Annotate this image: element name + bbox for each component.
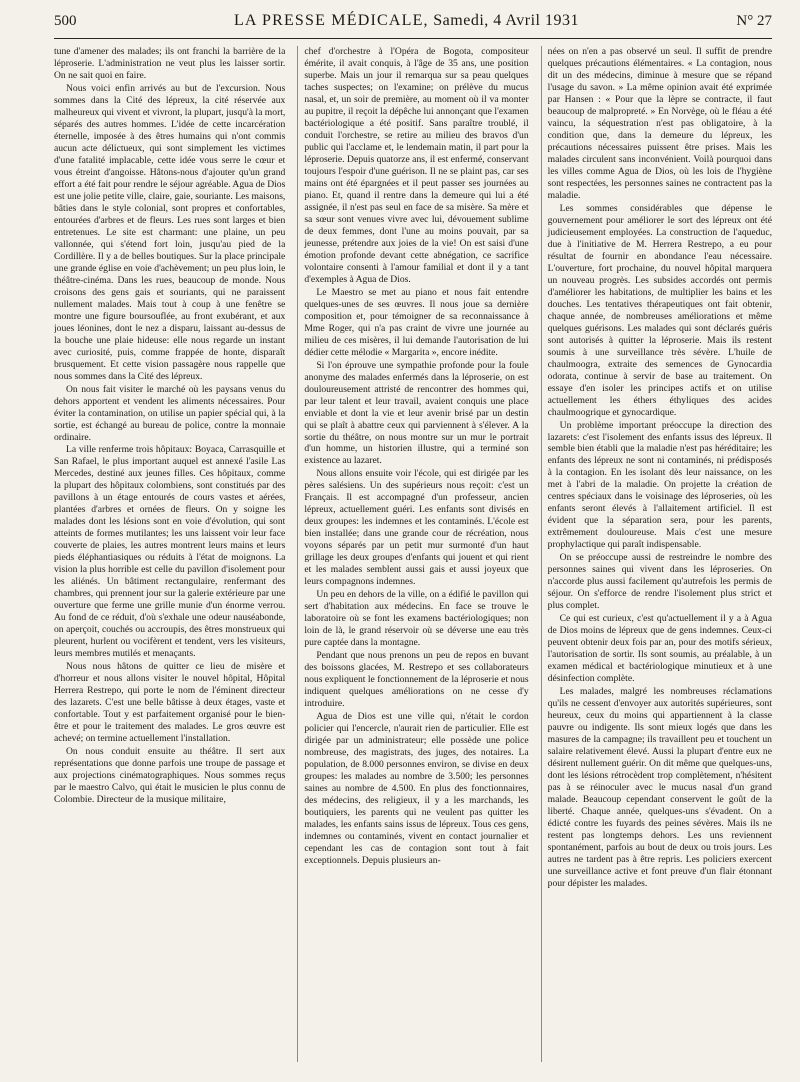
running-header	[54, 12, 772, 39]
column-1	[54, 46, 285, 1062]
paragraph: Si l'on éprouve une sympathie profonde pour la foule anonyme des malades enfermés dans la léproserie, on est douloureusement attristé de rencontrer des hommes qui, par leur talent et leur travail, avaient conquis une place enviable et dont la vie et leur avenir brisé par un destin qui se plaît à abattre ceux qui parviennent à s'élever. A la sortie du théâtre, on nous montre sur un mur le portrait d'un homme, un historien illustre, qui a terminé son existence au lazaret.	[304, 359, 529, 467]
paragraph: La ville renferme trois hôpitaux: Boyaca, Carrasquille et San Rafael, le plus important auquel est annexé l'asile Las Mercedes, destiné aux jeunes filles. Ces hôpitaux, comme la plupart des hôpitaux colombiens, sont constitués par des pavillons à un étage entourés de cours vastes et aérées, plantées d'arbres et ornées de fleurs. On y soigne les malades dont les lésions sont en voie d'évolution, qui sont atteints de formes mutilantes; les uns laissent voir leur face couverte de plaies, les autres montrent leurs mains et leurs pieds éléphantiasiques ou réduits à l'état de moignons. La vision la plus horrible est celle du pavillon d'isolement pour les aliénés. Un bâtiment rectangulaire, renfermant des chambres, qui prennent jour sur la galerie extérieure par une ouverture que ferme une grille munie d'un énorme verrou. Au fond de ce réduit, d'où s'exhale une odeur nauséabonde, on aperçoit, couchés ou accroupis, des êtres monstrueux qui pleurent, hurlent ou vocifèrent et tendent, vers les visiteurs, leurs membres mutilés et menaçants.	[54, 444, 286, 660]
paragraph: Nous allons ensuite voir l'école, qui est dirigée par les pères salésiens. Un des supérieurs nous reçoit: c'est un Français. Il est accompagné d'un professeur, ancien lépreux, actuellement guéri. Les enfants sont divisés en deux groupes: les indemnes et les contaminés. L'école est bien installée; dans une grande cour de récréation, nous voyons séparés par un petit mur surmonté d'un haut grillage les deux groupes d'enfants qui jouent et qui rient et les malades semblent aussi gais et aussi joyeux que leurs compagnons indemnes.	[304, 468, 529, 588]
paragraph: Nous voici enfin arrivés au but de l'excursion. Nous sommes dans la Cité des lépreux, la cité réservée aux malheureux qui vivent et vivront, la plupart, jusqu'à la mort, séparés des autres hommes. L'idée de cette incarcération éternelle, imposée à des êtres humains qui n'ont commis aucun acte délictueux, qui sont simplement les victimes d'une fatalité implacable, cette idée vous serre le cœur et vous étreint d'angoisse. Hâtons-nous d'ajouter qu'un grand effort a été fait pour rendre le séjour agréable. Agua de Dios est une jolie petite ville, claire, gaie, souriante. Les maisons, bâties dans le style colonial, sont propres et confortables, entourées d'arbres et de fleurs. Les rues sont larges et bien entretenues. Le site est charmant: une plaine, un peu vallonnée, qui s'étend fort loin, jusqu'au pied de la Cordillère. Il y a de belles boutiques. Sur la place principale une grande église en voie d'achèvement; un peu plus loin, le théâtre-cinéma. Dans les rues, beaucoup de monde. Nous croisons des gens gais et souriants, qui ne paraissent nullement malades. Mais tout à coup à une fenêtre se montre une figure boursouflée, au front exubérant, et aux joues léonines, dont le nez a disparu, laissant au-dessus de la bouche une plaie hideuse: elle nous regarde un instant avec curiosité, puis, comme frappée de honte, disparaît brusquement. Et cette vision passagère nous rappelle que nous sommes dans la Cité des lépreux.	[54, 82, 286, 382]
column-2	[297, 46, 528, 1062]
article-columns	[54, 46, 772, 1062]
paragraph: On nous fait visiter le marché où les paysans venus du dehors apportent et vendent les aliments nécessaires. Pour éviter la contamination, on utilise un papier spécial qui, à la sortie, est échangé au bureau de police, contre la monnaie ordinaire.	[54, 383, 286, 443]
issue-date: Samedi, 4 Avril 1931	[433, 12, 579, 29]
issue-number: N° 27	[736, 13, 772, 29]
paragraph: On nous conduit ensuite au théâtre. Il sert aux représentations que donne parfois une troupe de passage et aux projections cinématographiques. Nous sommes reçus par le maestro Calvo, qui était le musicien le plus connu de Colombie. Directeur de la musique militaire,	[54, 746, 286, 806]
column-3	[541, 46, 772, 1062]
paragraph: Pendant que nous prenons un peu de repos en buvant des boissons glacées, M. Restrepo et ses collaborateurs nous expliquent le fonctionnement de la léproserie et nous indiquent quelques améliorations on ne cesse d'y introduire.	[304, 650, 529, 710]
paragraph: Les sommes considérables que dépense le gouvernement pour améliorer le sort des lépreux ont été judicieusement employées. La construction de l'aqueduc, due à l'initiative de M. Herrera Restrepo, a eu pour résultat de fournir en abondance l'eau nécessaire. L'ouverture, fort prochaine, du nouvel hôpital marquera un nouveau progrès. Les subsides accordés ont permis d'améliorer les habitations, de multiplier les bains et les douches. Les tentatives thérapeutiques ont fait obtenir, chaque année, de nombreuses améliorations et même quelques guérisons. Les malades qui sont déclarés guéris sont autorisés à quitter la léproserie. Mais ils restent soumis à une surveillance très sévère. L'huile de chaulmoogra, extraite des semences de Gynocardia odorata, continue à servir de base au traitement. On essaye d'en isoler les principes actifs et on utilise actuellement les éthers éthyliques des acides chaulmoogrique et gynocardique.	[547, 202, 772, 418]
publication-name: LA PRESSE MÉDICALE,	[233, 12, 429, 29]
paragraph: Un problème important préoccupe la direction des lazarets: c'est l'isolement des enfants issus des lépreux. Il semble bien établi que la maladie n'est pas héréditaire; les enfants des lépreux ne sont ni contaminés, ni prédisposés à la contagion. En les isolant dès leur naissance, on les met à l'abri de la maladie. On projette la création de centres spéciaux dans le voisinage des léproseries, où les enfants seront élevés à l'allaitement artificiel. Il est évident que la séparation sera, pour les parents, extrêmement douloureuse. Mais c'est une mesure prophylactique qui paraît indispensable.	[547, 419, 772, 551]
paragraph: nées on n'en a pas observé un seul. Il suffit de prendre quelques précautions élémentaires. « La contagion, nous dit un des médecins, diminue à mesure que se répand l'usage du savon. » La même opinion avait été exprimée par Hansen : « Pour que la lèpre se contracte, il faut beaucoup de malpropreté. » En Norvège, où le fléau a été vaincu, la séquestration n'est pas obligatoire, à la condition que, dans la demeure du lépreux, les précautions nécessaires puissent être prises. Mais les malades circulent sans inconvénient. Voilà pourquoi dans les villes comme Agua de Dios, où les lois de l'hygiène sont respectées, les personnes saines ne contractent pas la maladie.	[547, 46, 772, 201]
paragraph: Le Maestro se met au piano et nous fait entendre quelques-unes de ses œuvres. Il nous joue sa dernière composition et, pour témoigner de sa reconnaissance à Mme Roger, qui n'a pas craint de vivre une journée au milieu de ces misères, il lui demande l'autorisation de lui dédier cette mélodie « Margarita », encore inédite.	[304, 286, 529, 358]
paragraph: chef d'orchestre à l'Opéra de Bogota, compositeur émérite, il avait conquis, à l'âge de 35 ans, une position superbe. Mais un jour il remarqua sur sa peau quelques taches suspectes; on l'examine; on prélève du mucus nasal, et, un soir de première, au moment où il va monter au pupitre, il reçoit la dépêche lui annonçant que l'examen bactériologique a été positif. Sans paraître troublé, il conduit l'orchestre, se retire au milieu des bravos d'un public qui l'acclame et, le lendemain matin, il part pour la léproserie. Depuis quatorze ans, il est enfermé, conservant toujours l'espoir d'une guérison. Il ne se plaint pas, car ses mains ont été épargnées et il peut passer ses journées au piano. Et, quand il rentre dans la demeure qui lui a été assignée, il n'est pas seul en face de sa misère. Sa mère et sa sœur sont venues vivre avec lui, dévouement sublime de deux femmes, dont l'une au moins pouvait, par sa jeunesse, prétendre aux joies de la vie! On est saisi d'une émotion profonde devant cette abnégation, ce sacrifice volontaire consenti à l'amour familial et dont il y a tant d'exemples à Agua de Dios.	[304, 46, 529, 285]
running-title	[234, 12, 579, 30]
paragraph: Agua de Dios est une ville qui, n'était le cordon policier qui l'encercle, n'aurait rien de particulier. Elle est dirigée par un administrateur; elle possède une police nombreuse, des magistrats, des juges, des notaires. La population, de 8.000 personnes environ, se divise en deux groupes: les malades au nombre de 3.500; les personnes saines au nombre de 4.500. En plus des fonctionnaires, des médecins, des religieux, il y a les marchands, les boutiquiers, les parents qui ne veulent pas quitter les malades, les enfants sains issus de lépreux. Tous ces gens, indemnes ou contaminés, vivent en contact journalier et cependant les cas de contagion sont tout à fait exceptionnels. Depuis plusieurs an-	[304, 711, 529, 866]
paragraph: Les malades, malgré les nombreuses réclamations qu'ils ne cessent d'envoyer aux autorités supérieures, sont heureux, ceux du moins qui appartiennent à la classe pauvre ou indigente. Ils sont mieux logés que dans les masures de la campagne; ils travaillent peu et touchent un salaire relativement élevé. Aussi la plupart d'entre eux ne désirent nullement guérir. On dit même que quelques-uns, dont les lésions rétrocèdent trop complètement, n'hésitent pas à se réinoculer avec le mucus nasal d'un grand malade. Beaucoup cependant conservent le goût de la liberté. Chaque année, quelques-uns s'évadent. On a édicté contre les fuyards des peines sévères. Mais ils ne restent pas longtemps dehors. Les uns reviennent spontanément, parfois au bout de deux ou trois jours. Les autres ne tardent pas à être repris. Les policiers exercent une surveillance active et font preuve d'un flair étonnant pour dépister les malades.	[547, 686, 772, 889]
paragraph: Un peu en dehors de la ville, on a édifié le pavillon qui sert d'habitation aux médecins. En face se trouve le laboratoire où se font les examens bactériologiques; non loin de là, le grand réservoir où se déverse une eau très pure captée dans la montagne.	[304, 589, 529, 649]
paragraph: Nous nous hâtons de quitter ce lieu de misère et d'horreur et nous allons visiter le nouvel hôpital, Hôpital Herrera Restrepo, qui porte le nom de l'éminent directeur des lazarets. C'est une belle bâtisse à deux étages, vaste et confortable. Tout y est parfaitement organisé pour le bien-être et pour le traitement des malades. Le gros œuvre est achevé; on termine actuellement l'installation.	[54, 661, 286, 745]
paragraph: Ce qui est curieux, c'est qu'actuellement il y a à Agua de Dios moins de lépreux que de gens indemnes. Ceux-ci peuvent obtenir deux fois par an, pour des motifs sérieux, l'autorisation de sortir. Ils sont soumis, au préalable, à un examen médical et bactériologique minutieux et à une désinfection complète.	[547, 613, 772, 685]
paragraph: tune d'amener des malades; ils ont franchi la barrière de la léproserie. L'administration ne veut plus les laisser sortir. On ne sait quoi en faire.	[54, 46, 286, 81]
page-number: 500	[54, 13, 77, 29]
paragraph: On se préoccupe aussi de restreindre le nombre des personnes saines qui vivent dans les léproseries. On n'accorde plus aussi facilement qu'autrefois les permis de séjour. On s'efforce de rendre l'isolement plus strict et plus complet.	[547, 552, 772, 612]
